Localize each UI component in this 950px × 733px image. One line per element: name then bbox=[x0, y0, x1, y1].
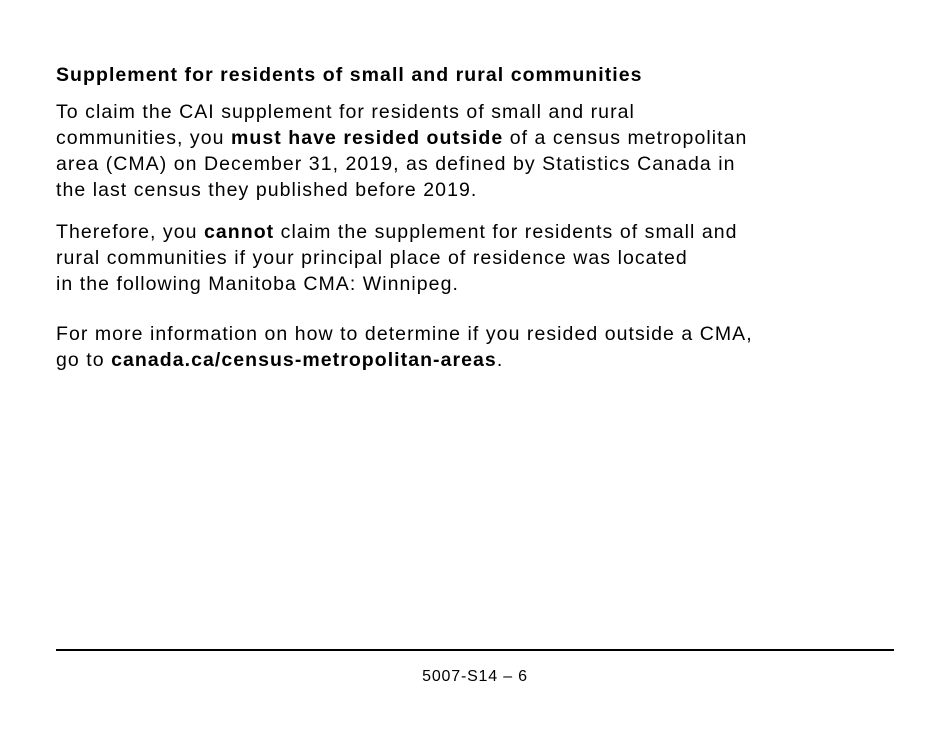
text-line: rural communities if your principal place of residence was located bbox=[56, 247, 688, 269]
text-line: the last census they published before 2019. bbox=[56, 179, 478, 201]
text-line: in the following Manitoba CMA: Winnipeg. bbox=[56, 273, 459, 295]
page-content bbox=[56, 62, 906, 373]
paragraph-more-info bbox=[56, 321, 906, 373]
text-line: Therefore, you bbox=[56, 221, 204, 243]
paragraph-eligibility bbox=[56, 99, 906, 203]
paragraph-restriction bbox=[56, 219, 906, 297]
text-line: . bbox=[496, 349, 504, 371]
text-line: To claim the CAI supplement for residents of small and rural bbox=[56, 101, 635, 123]
section-heading: Supplement for residents of small and rural communities bbox=[56, 64, 643, 86]
page-number: 5007-S14 – 6 bbox=[422, 668, 528, 685]
text-line: communities, you bbox=[56, 127, 231, 149]
text-line: go to bbox=[56, 349, 112, 371]
census-metropolitan-areas-link[interactable]: canada.ca/census-metropolitan-areas bbox=[111, 349, 497, 371]
text-line: For more information on how to determine if you resided outside a CMA, bbox=[56, 323, 753, 345]
footer-divider bbox=[56, 649, 894, 651]
text-line: claim the supplement for residents of small and bbox=[274, 221, 738, 243]
text-line: of a census metropolitan bbox=[503, 127, 748, 149]
emphasis-must-have-resided-outside: must have resided outside bbox=[231, 127, 504, 149]
emphasis-cannot: cannot bbox=[203, 221, 275, 243]
text-line: area (CMA) on December 31, 2019, as defined by Statistics Canada in bbox=[56, 153, 736, 175]
